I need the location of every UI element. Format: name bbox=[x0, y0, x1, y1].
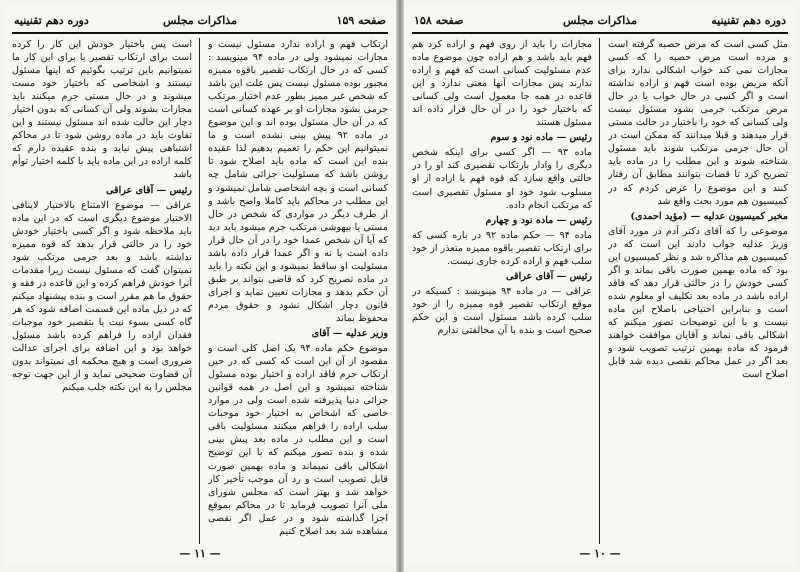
paragraph: مجازات را باید از روی فهم و اراده کرد هم فهم باید باشد و هم اراده چون موضوع ماده عدم مسئولیت کسانی است که فهم و اراده ندارند پس مجازات آنها معنی ندارد و این قاعده در همه جا معمول است ولی کسانی که باختیار خود را در آن حال قرار داده اند مسئول هستند bbox=[412, 39, 592, 129]
paragraph: ارتکاب فهم و اراده ندارد مسئول نیست و مجازات نمیشود ولی در ماده ۹۴ مینویسد : کسی که در حال ارتکاب تقصیر باقوه ممیزه مجبور بوده مسئول نیست پس علت این باشد که شخص غیر ممیز بطور عدم اختیار مرتکب جرمی بشود مجازات او بر عهده کسانی است که در آن حال مسئول بوده اند و این موضوع در ماده ۹۲ پیش بینی نشده است و ما نمیتوانیم این حکم را تعمیم بدهیم لذا عقیده بنده این است که ماده باید اصلاح شود تا روشن باشد که مسئولیت جزائی شامل چه کسانی است و بچه اشخاصی شامل نمیشود و این مطلب در محاکم باید کاملا واضح باشد و از طرف دیگر در مواردی که شخص در حال مستی یا بیهوشی مرتکب جرم میشود باید دید که آیا آن شخص عمدا خود را در آن حال قرار داده است یا نه و اگر عمدا قرار داده باشد مسئولیت او ساقط نمیشود و این نکته را باید در ماده تصریح کرد که قاضی بتواند بر طبق آن حکم بدهد و مجازات تعیین نماید و اجرای قانون دچار اشکال نشود و حقوق مردم محفوظ بماند bbox=[208, 39, 388, 324]
page-footer-number: — ۱۱ — bbox=[179, 547, 221, 560]
book-gutter bbox=[396, 0, 404, 572]
text-column-left bbox=[412, 38, 592, 544]
page-number-label: صفحه ۱۵۹ bbox=[336, 14, 386, 27]
column-divider bbox=[199, 38, 200, 544]
paragraph: عراقی — در ماده ۹۴ مینویسد : کسیکه در موقع ارتکاب تقصیر قوه ممیزه را از خود سلب کرده باشد مسئول است و این حکم صحیح است و بنده با آن مخالفتی ندارم bbox=[412, 285, 592, 336]
paragraph: ماده ۹۳ — اگر کسی برای اینکه شخص دیگری را وادار بارتکاب تقصیری کند او را در حالتی واقع سازد که قوه فهم یا اراده از او مسلوب شود خود او مسئول تقصیری است که مرتکب انجام داده. bbox=[412, 147, 592, 211]
paragraph: است پس باختیار خودش این کار را کرده است برای ارتکاب تقصیر یا برای این کار ما نمیتوانیم باین ترتیب بگوئیم که اینها مسئول نیستند و اشخاصی که باختیار خود مست میشوند و در حال مستی جرم میکنند باید مجازات بشوند ولی آن کسانی که بدون اختیار دچار این حالت شده اند مسئول نیستند و این تفاوت باید در ماده روشن شود تا در محاکم اشتباهی پیش نیاید و بنده عقیده دارم که کلمه اراده در این ماده باید با کلمه اختیار توأم باشد bbox=[12, 39, 192, 181]
paragraph: مثل کسی است که مرض حصبه گرفته است و مرده است مرض حصبه را که کسی مجازات نمی کند خواب اشکالی ندارد برای آنکه مریض بوده است فهم و اراده نداشته است و اگر کسی در حال خواب یا در حال مرض مرتکب جرمی بشود مسئول نیست ولی کسانی که خود را باختیار در حالت مستی قرار میدهند و قبلا میدانند که ممکن است در آن حال جرمی مرتکب شوند باید مسئول شناخته شوند و این مطلب را در ماده باید تصریح کرد تا قضات بتوانند مطابق آن رفتار کنند و این موضوع را عرض کردم که در کمیسیون هم مورد بحث واقع شد bbox=[608, 39, 788, 207]
publication-title: مذاکرات مجلس bbox=[563, 14, 637, 27]
speaker-heading: رئیس — ماده نود و چهارم bbox=[485, 214, 592, 226]
session-label: دوره دهم تقنینیه bbox=[711, 14, 786, 27]
text-column-left bbox=[12, 38, 192, 544]
page-footer-number: — ۱۰ — bbox=[579, 547, 621, 560]
speaker-heading: وزیر عدلیه — آقای bbox=[311, 328, 388, 340]
page-header bbox=[412, 10, 788, 34]
column-divider bbox=[599, 38, 600, 544]
paragraph: موضوعی را که آقای دکتر آدم در مورد آقای وزیر عدلیه جواب دادند این است که در کمیسیون هم مذاکره شد و نظر کمیسیون این بود که ماده بهمین صورت باقی بماند و اگر کسی خودش را در حالتی قرار دهد که فاقد اراده باشد در ماده بعد تکلیف او معلوم شده است و بنابراین احتیاجی باصلاح این ماده نیست و با این توضیحات تصور میکنم که اشکالی باقی نماند و آقایان موافقت خواهند فرمود که ماده بهمین ترتیب تصویب شود و بعد اگر در عمل محاکم نقصی دیده شد قابل اصلاح است bbox=[608, 225, 788, 381]
speaker-heading: رئیس — آقای عراقی bbox=[106, 184, 192, 196]
speaker-heading: مخبر کمیسیون عدلیه — (مؤید احمدی) bbox=[630, 210, 788, 222]
publication-title: مذاکرات مجلس bbox=[163, 14, 237, 27]
paragraph: ماده ۹۴ — حکم ماده ۹۲ در باره کسی که برای ارتکاب تقصیر باقوه ممیزه متعذر از خود سلب فهم و اراده کرده جاری نیست. bbox=[412, 229, 592, 267]
page-number-label: صفحه ۱۵۸ bbox=[414, 14, 464, 27]
text-column-right bbox=[208, 38, 388, 544]
paragraph: موضوع حکم ماده ۹۴ یک اصل کلی است و مقصود از آن این است که کسی که در حین ارتکاب جرم فاقد اراده و اختیار بوده مسئول شناخته نمیشود و این اصل در همه قوانین جزائی دنیا پذیرفته شده است ولی در موارد خاصی که اشخاص به اختیار خود موجبات سلب اراده را فراهم میکنند مسئولیت باقی است و این مطلب در ماده بعد پیش بینی شده و بنده تصور میکنم که با این توضیح اشکالی باقی نمیماند و ماده بهمین صورت قابل تصویب است و رد آن موجب تأخیر کار خواهد شد و بهتر است که مجلس شورای ملی آنرا تصویب فرماید تا در محاکم بموقع اجرا گذاشته شود و در عمل اگر نقصی مشاهده شد بعد اصلاح کنیم bbox=[208, 343, 388, 537]
text-column-right bbox=[608, 38, 788, 544]
paragraph: عراقی — موضوع الامتناع بالاختیار لاینافی الاختیار موضوع دیگری است که در این ماده باید ملاحظه شود و اگر کسی باختیار خودش خود را در حالتی قرار بدهد که قوه ممیزه نداشته باشد و بعد جرمی مرتکب شود نمیتوان گفت که مسئول نیست زیرا مقدمات آنرا خودش فراهم کرده و این قاعده در فقه و حقوق ما هم مقرر است و بنده پیشنهاد میکنم که در ذیل ماده این قسمت اضافه شود که هر گاه کسی بسوء نیت یا بتقصیر خود موجبات فقدان اراده را فراهم کرده باشد مسئول خواهد بود و این اضافه برای اجرای عدالت ضروری است و هیچ محکمه ای نمیتواند بدون آن قضاوت صحیحی نماید و از این جهت توجه مجلس را به این نکته جلب میکنم bbox=[12, 199, 192, 394]
left-page bbox=[4, 4, 396, 566]
session-label: دوره دهم تقنینیه bbox=[14, 14, 89, 27]
page-header bbox=[12, 10, 388, 34]
right-page bbox=[404, 4, 796, 566]
speaker-heading: رئیس — ماده نود و سوم bbox=[490, 132, 592, 144]
speaker-heading: رئیس — آقای عراقی bbox=[506, 270, 592, 282]
